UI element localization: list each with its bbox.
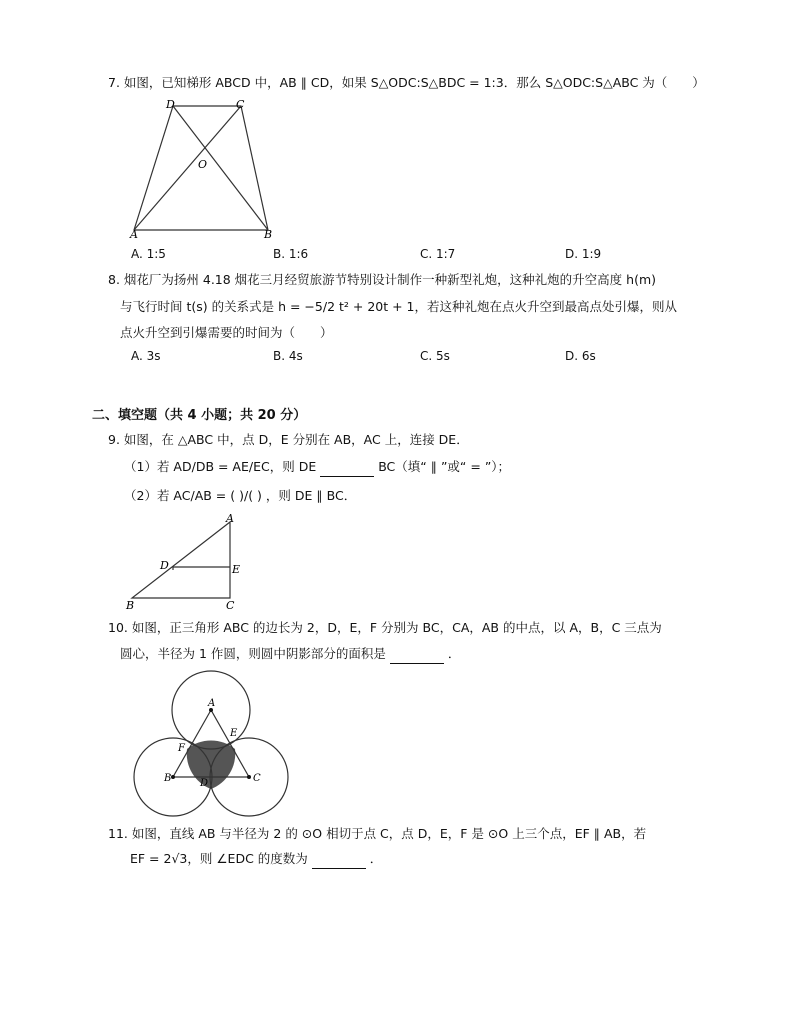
q10-line2-suffix: ． [447,646,461,661]
q9-sub1-answer-blank[interactable] [320,458,374,477]
q7-option-b[interactable]: B. 1:6 [273,247,309,261]
q7-option-a[interactable]: A. 1:5 [131,247,166,261]
q7-trapezoid-figure [130,98,280,241]
q10-label-f: F [178,743,185,754]
q9-triangle-figure [126,514,252,614]
q10-line1: 10. 如图，正三角形 ABC 的边长为 2，D，E，F 分别为 BC，CA，AB 的中点，以 A，B，C 三点为 [108,620,662,635]
q8-line1: 8. 烟花厂为扬州 4.18 烟花三月经贸旅游节特别设计制作一种新型礼炮，这种礼炮的升空高度 h(m) [108,272,657,287]
q7-option-c[interactable]: C. 1:7 [420,247,456,261]
q7-label-d: D [166,98,175,111]
q9-sub2-fraction-blank[interactable]: ( )/( ) [230,488,262,503]
q8-option-d[interactable]: D. 6s [565,349,596,363]
q9-sub1-suffix: BC（填“ ∥ ”或“ = ”）； [378,459,511,474]
q8-line2: 与飞行时间 t(s) 的关系式是 h = −5/2 t² + 20t + 1，若这种礼炮在点火升空到最高点处引爆，则从 [120,299,678,314]
q10-line2 [120,645,460,664]
q8-option-b[interactable]: B. 4s [273,349,303,363]
section-title-fill-in: 二、填空题（共 4 小题；共 20 分） [92,408,307,423]
q10-label-b: B [164,773,172,784]
q10-label-e: E [230,728,238,739]
q11-answer-blank[interactable] [312,850,366,869]
q9-sub2 [124,487,356,505]
q9-label-e: E [232,563,241,576]
q11-line1: 11. 如图，直线 AB 与半径为 2 的 ⊙O 相切于点 C，点 D，E，F 是 ⊙O 上三个点，EF ∥ AB，若 [108,826,647,841]
q10-label-d: D [200,778,209,789]
q11-line2-prefix: EF = 2√3，则 ∠EDC 的度数为 [130,851,308,866]
q7-label-o: O [198,158,208,171]
q9-label-b: B [126,599,135,612]
q10-label-c: C [253,773,261,784]
q7-label-a: A [130,228,138,241]
q7-label-c: C [236,98,245,111]
q8-option-a[interactable]: A. 3s [131,349,161,363]
q9-label-d: D [160,559,169,572]
q9-sub2-suffix: ，则 DE ∥ BC． [265,488,357,503]
q9-sub1-prefix: （1）若 AD/DB = AE/EC，则 DE [124,459,317,474]
q10-answer-blank[interactable] [390,645,444,664]
q11-line2-suffix: ． [369,851,383,866]
q9-sub1 [124,458,510,477]
q9-label-a: A [226,512,234,525]
q7-option-d[interactable]: D. 1:9 [565,247,602,261]
q9-sub2-prefix: （2）若 AC/AB = [124,488,227,503]
q8-option-c[interactable]: C. 5s [420,349,450,363]
q9-line1: 9. 如图，在 △ABC 中，点 D，E 分别在 AB，AC 上，连接 DE． [108,432,469,447]
q8-line3: 点火升空到引爆需要的时间为（ ） [120,325,333,340]
q7-label-b: B [264,228,273,241]
q10-label-a: A [208,698,216,709]
q10-line2-prefix: 圆心，半径为 1 作圆，则圆中阴影部分的面积是 [120,646,386,661]
q9-label-c: C [226,599,235,612]
q10-circles-figure [134,674,290,818]
q11-line2 [130,850,382,869]
q7-text: 7. 如图，已知梯形 ABCD 中，AB ∥ CD，如果 S△ODC:S△BDC = 1:3．那么 S△ODC:S△ABC 为（ ） [108,75,705,90]
